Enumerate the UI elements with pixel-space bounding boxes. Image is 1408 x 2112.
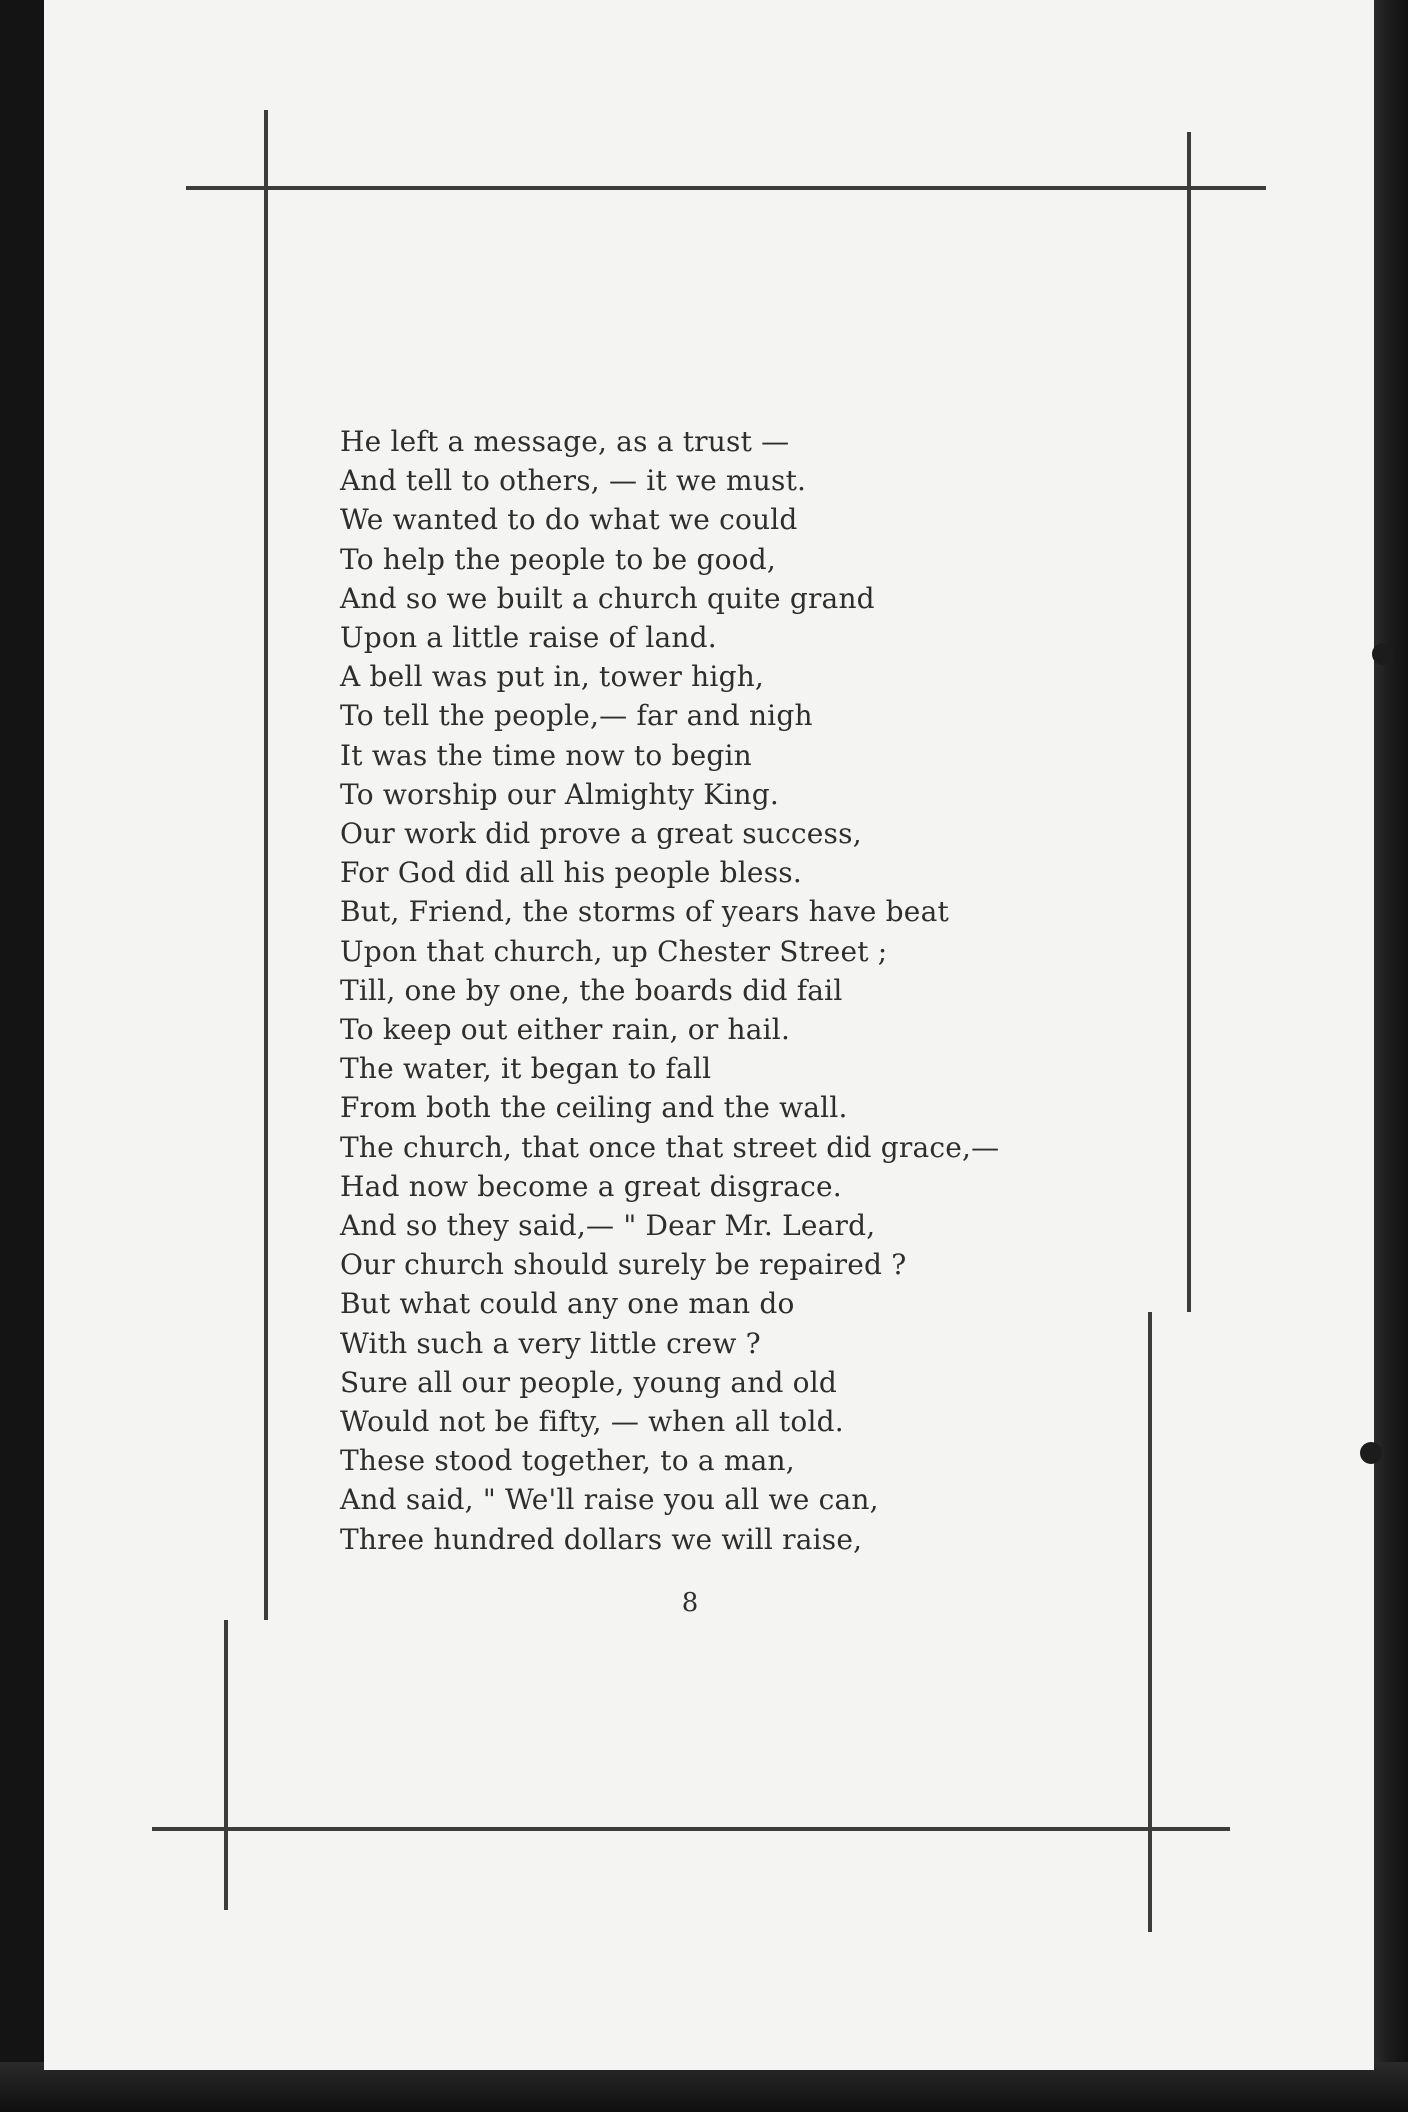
binding-hole-upper: [1372, 643, 1394, 665]
poem-line: The church, that once that street did grace,—: [340, 1130, 1000, 1164]
poem-line: Had now become a great disgrace.: [340, 1169, 842, 1203]
poem-line: Sure all our people, young and old: [340, 1365, 838, 1399]
frame-rule-right-lower: [1148, 1312, 1152, 1932]
poem-line: And so we built a church quite grand: [340, 581, 875, 615]
poem-line: But what could any one man do: [340, 1287, 795, 1321]
poem-line: The water, it began to fall: [340, 1052, 712, 1086]
poem-line: To keep out either rain, or hail.: [340, 1013, 791, 1047]
poem-line: But, Friend, the storms of years have beat: [340, 895, 949, 929]
poem-line: With such a very little crew ?: [340, 1326, 761, 1360]
frame-rule-bottom: [152, 1827, 1230, 1831]
frame-rule-left-lower: [224, 1620, 228, 1910]
poem-line: And so they said,— " Dear Mr. Leard,: [340, 1209, 876, 1243]
binding-hole-lower: [1360, 1442, 1382, 1464]
poem-line: Three hundred dollars we will raise,: [340, 1522, 863, 1556]
frame-rule-right: [1187, 132, 1191, 1312]
poem-line: He left a message, as a trust —: [340, 425, 790, 458]
poem-line: We wanted to do what we could: [340, 503, 798, 537]
frame-rule-top: [186, 186, 1266, 190]
poem-line: To worship our Almighty King.: [340, 777, 779, 811]
poem-line: Our work did prove a great success,: [340, 817, 862, 851]
poem-line: And tell to others, — it we must.: [340, 464, 807, 498]
poem-line: Upon that church, up Chester Street ;: [340, 934, 888, 968]
poem-line: Our church should surely be repaired ?: [340, 1248, 907, 1282]
frame-rule-left: [264, 110, 268, 1620]
poem-line: And said, " We'll raise you all we can,: [340, 1483, 879, 1517]
poem-line: Would not be fifty, — when all told.: [340, 1405, 844, 1439]
poem-line: A bell was put in, tower high,: [340, 660, 765, 694]
poem-line: For God did all his people bless.: [340, 856, 802, 890]
poem-line: To help the people to be good,: [340, 542, 776, 576]
poem-line: It was the time now to begin: [340, 738, 752, 772]
poem-line: Till, one by one, the boards did fail: [340, 973, 843, 1007]
poem-line: From both the ceiling and the wall.: [340, 1091, 848, 1125]
poem-stanza: [340, 422, 1060, 1559]
poem-line: To tell the people,— far and nigh: [340, 699, 813, 733]
page-number: 8: [681, 1588, 699, 1618]
poem-line: Upon a little raise of land.: [340, 621, 717, 655]
poem-line: These stood together, to a man,: [340, 1444, 795, 1478]
